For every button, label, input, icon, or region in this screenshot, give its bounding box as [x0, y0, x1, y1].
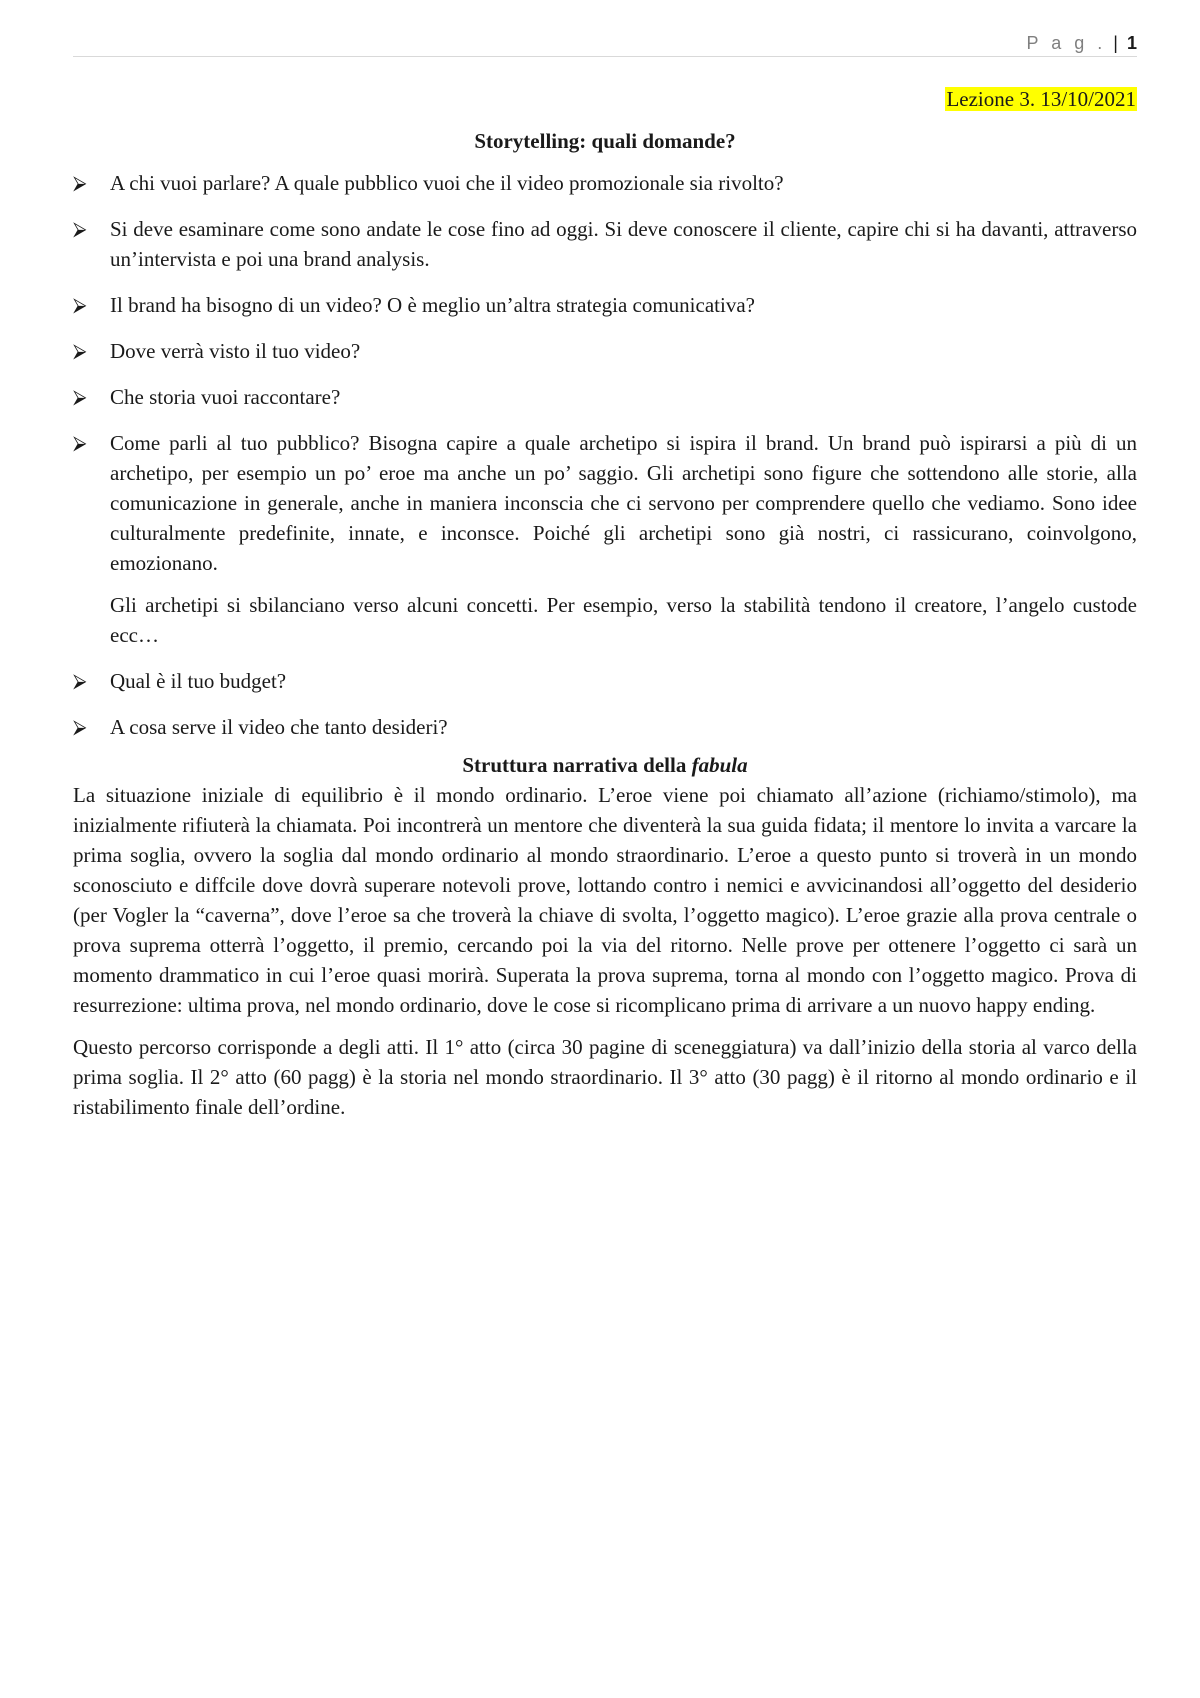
list-item	[73, 382, 1137, 412]
arrow-bullet-icon: ⮚	[73, 716, 87, 738]
list-item	[73, 666, 1137, 696]
bullet-subparagraph: Gli archetipi si sbilanciano verso alcuni concetti. Per esempio, verso la stabilità tendono il creatore, l’angelo custode ecc…	[110, 593, 1137, 647]
arrow-bullet-icon: ⮚	[73, 670, 87, 692]
arrow-bullet-icon: ⮚	[73, 294, 87, 316]
list-item-text: Che storia vuoi raccontare?	[110, 385, 341, 409]
arrow-bullet-icon: ⮚	[73, 340, 87, 362]
list-item	[73, 336, 1137, 366]
list-item-text: A chi vuoi parlare? A quale pubblico vuoi che il video promozionale sia rivolto?	[110, 171, 784, 195]
page-separator: |	[1113, 33, 1118, 53]
page-label: P a g .	[1026, 33, 1107, 53]
list-item-text: Dove verrà visto il tuo video?	[110, 339, 361, 363]
arrow-bullet-icon: ⮚	[73, 172, 87, 194]
lesson-line	[73, 84, 1137, 114]
page-number: 1	[1126, 33, 1137, 53]
list-item	[73, 290, 1137, 320]
body-paragraph: La situazione iniziale di equilibrio è il mondo ordinario. L’eroe viene poi chiamato all’azione (richiamo/stimolo), ma inizialmente rifiuterà la chiamata. Poi incontrerà un mentore che diventerà la sua guida fidata; il mentore lo invita a varcare la prima soglia, ovvero la soglia dal mondo ordinario al mondo straordinario. L’eroe a questo punto si troverà in un mondo sconosciuto e diffcile dove dovrà superare notevoli prove, lottando contro i nemici e avvicinandosi all’oggetto del desiderio (per Vogler la “caverna”, dove l’eroe sa che troverà la chiave di svolta, l’oggetto magico). L’eroe grazie alla prova centrale o prova suprema otterrà l’oggetto, il premio, cercando poi la via del ritorno. Nelle prove per ottenere l’oggetto ci sarà un momento drammatico in cui l’eroe quasi morirà. Superata la prova suprema, torna al mondo con l’oggetto magico. Prova di resurrezione: ultima prova, nel mondo ordinario, dove le cose si ricomplicano prima di arrivare a un nuovo happy ending.	[73, 783, 1137, 1017]
list-item-text: Qual è il tuo budget?	[110, 669, 287, 693]
section-title-italic: fabula	[691, 753, 748, 777]
list-item	[73, 214, 1137, 274]
list-item-text: Il brand ha bisogno di un video? O è meglio un’altra strategia comunicativa?	[110, 293, 755, 317]
section-title	[73, 750, 1137, 780]
questions-list	[73, 168, 1137, 578]
list-item	[73, 712, 1137, 742]
document-title: Storytelling: quali domande?	[474, 129, 736, 153]
section-title-text: Struttura narrativa della	[462, 753, 692, 777]
body-paragraph: Questo percorso corrisponde a degli atti. Il 1° atto (circa 30 pagine di sceneggiatura) va dall’inizio della storia al varco della prima soglia. Il 2° atto (60 pagg) è la storia nel mondo straordinario. Il 3° atto (30 pagg) è il ritorno al mondo ordinario e il ristabilimento finale dell’ordine.	[73, 1035, 1137, 1119]
page-header	[73, 30, 1137, 57]
arrow-bullet-icon: ⮚	[73, 386, 87, 408]
list-item	[73, 428, 1137, 578]
list-item-text: A cosa serve il video che tanto desideri?	[110, 715, 448, 739]
arrow-bullet-icon: ⮚	[73, 218, 87, 240]
list-item-text: Come parli al tuo pubblico? Bisogna capire a quale archetipo si ispira il brand. Un brand può ispirarsi a più di un archetipo, per esempio un po’ eroe ma anche un po’ saggio. Gli archetipi sono figure che sottendono alle storie, alla comunicazione in generale, anche in maniera inconscia che ci servono per comprendere quello che vediamo. Sono idee culturalmente predefinite, innate, e inconsce. Poiché gli archetipi sono già nostri, ci rassicurano, coinvolgono, emozionano.	[110, 431, 1137, 575]
list-item	[73, 168, 1137, 198]
list-item-text: Si deve esaminare come sono andate le cose fino ad oggi. Si deve conoscere il cliente, capire chi si ha davanti, attraverso un’intervista e poi una brand analysis.	[110, 217, 1137, 271]
document-body	[73, 84, 1137, 1134]
lesson-date-highlight: Lezione 3. 13/10/2021	[946, 87, 1136, 111]
arrow-bullet-icon: ⮚	[73, 432, 87, 454]
questions-list-continued	[73, 666, 1137, 742]
